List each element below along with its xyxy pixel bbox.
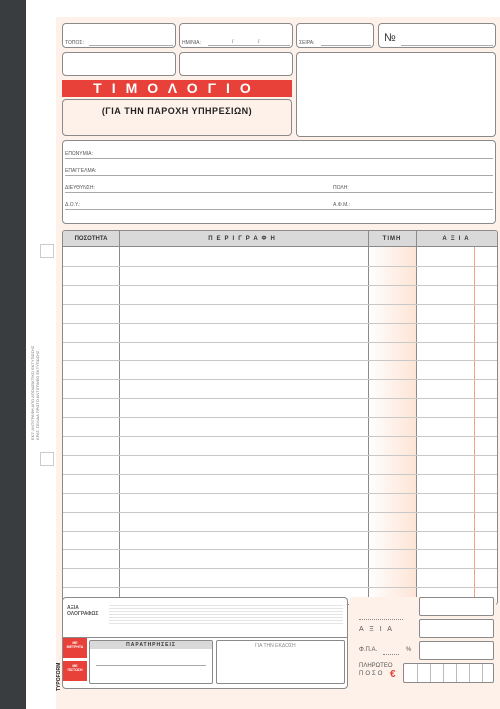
table-row[interactable] <box>63 266 497 267</box>
customer-address-line[interactable] <box>65 192 493 193</box>
amount-words-field[interactable] <box>109 603 343 625</box>
date-label: ΗΜ/ΝΙΑ: <box>182 40 201 46</box>
table-row[interactable] <box>63 568 497 569</box>
date-field[interactable] <box>179 23 293 48</box>
table-row[interactable] <box>63 549 497 550</box>
margin-line-2: ΚΡΑΤ: ΣΕΛΙΔΑ ΠΡΩΤΟ ΑΝΤΙΓΡΑΦΟ ΕΚΤΥΠΩΣΗΣ <box>35 350 40 440</box>
table-row[interactable] <box>63 587 497 588</box>
total-label-2: ΠΟΣΟ <box>359 671 385 677</box>
issuer-box-right[interactable] <box>179 52 293 76</box>
remarks-line <box>96 665 206 666</box>
remarks-header: ΠΑΡΑΤΗΡΗΣΕΙΣ <box>90 641 212 649</box>
margin-line-1: ΕΚΤ: ΑΝΤΙΓΡΑΦΗ ΑΠΟ ΑΠΟΔΕΙΚΤΙΚΟ ΕΚΤΥΠΩΣΗΣ <box>30 345 35 440</box>
customer-details-box <box>62 140 496 224</box>
table-row[interactable] <box>63 398 497 399</box>
customer-name-label: ΕΠΩΝΥΜΙΑ: <box>65 151 93 157</box>
credit-tab-line-1: ΜΕ <box>72 664 78 668</box>
number-label: № <box>384 32 396 44</box>
customer-name-line[interactable] <box>65 158 493 159</box>
table-row[interactable] <box>63 531 497 532</box>
customer-tax-line[interactable] <box>65 209 493 210</box>
column-header-quantity: ΠΟΣΟΤΗΤΑ <box>74 236 108 242</box>
column-header-price: ΤΙΜΗ <box>382 236 402 242</box>
vat-label: Φ.Π.Α. <box>359 647 378 653</box>
margin-print-info <box>30 290 40 440</box>
document-subtitle: (ΓΙΑ ΤΗΝ ΠΑΡΟΧΗ ΥΠΗΡΕΣΙΩΝ) <box>101 106 253 116</box>
table-row[interactable] <box>63 323 497 324</box>
currency-symbol: € <box>390 669 396 680</box>
cash-payment-tab[interactable] <box>63 638 87 658</box>
table-header <box>63 231 497 247</box>
table-row[interactable] <box>63 474 497 475</box>
subtotal-dots <box>359 619 403 620</box>
place-line <box>89 45 173 46</box>
value-box[interactable] <box>419 619 494 638</box>
digit-cell <box>443 664 444 682</box>
series-line <box>321 45 371 46</box>
date-line <box>208 45 290 46</box>
customer-profession-label: ΕΠΑΓΓΕΛΜΑ: <box>65 168 97 174</box>
credit-tab-line-2: ΠΙΣΤΩΣΗ <box>67 668 83 672</box>
total-amount-box[interactable] <box>403 663 494 683</box>
table-row[interactable] <box>63 342 497 343</box>
items-table <box>62 230 498 605</box>
digit-cell <box>430 664 431 682</box>
customer-profession-line[interactable] <box>65 175 493 176</box>
issuer-stamp-box[interactable] <box>296 52 496 137</box>
decimal-rule <box>474 247 475 605</box>
subtotal-box[interactable] <box>419 597 494 616</box>
customer-city-label: ΠΟΛΗ: <box>333 185 349 191</box>
cash-tab-line-2: ΜΕΤΡΗΤΑ <box>66 645 84 649</box>
customer-tax-office-label: Δ.Ο.Υ.: <box>65 202 81 208</box>
punch-hole-top <box>40 244 54 258</box>
vat-dots <box>383 654 399 655</box>
customer-vat-label: Α.Φ.Μ.: <box>333 202 351 208</box>
date-separator-2: / <box>258 39 260 45</box>
digit-cell <box>469 664 470 682</box>
column-header-description: ΠΕΡΙΓΡΑΦΗ <box>208 236 279 242</box>
footer-divider <box>63 637 347 638</box>
issuer-signature-label: ΓΙΑ ΤΗΝ ΕΚΔΟΣΗ <box>255 643 296 649</box>
vat-box[interactable] <box>419 641 494 660</box>
footer-left-box <box>62 597 348 689</box>
document-title: ΤΙΜΟΛΟΓΙΟ <box>62 80 292 97</box>
customer-address-label: ΔΙΕΥΘΥΝΣΗ: <box>65 185 95 191</box>
table-row[interactable] <box>63 304 497 305</box>
digit-cell <box>482 664 483 682</box>
brand-logo: TYPOFORM <box>56 662 62 691</box>
table-row[interactable] <box>63 360 497 361</box>
number-field[interactable] <box>378 23 496 48</box>
series-label: ΣΕΙΡΑ: <box>299 40 315 46</box>
table-row[interactable] <box>63 285 497 286</box>
place-field[interactable] <box>62 23 176 48</box>
value-label: Α Ξ Ι Α <box>359 626 394 633</box>
issuer-signature-box[interactable] <box>216 640 345 684</box>
vat-percent: % <box>406 647 412 653</box>
price-column-shade <box>368 247 416 605</box>
column-header-value: ΑΞΙΑ <box>442 236 473 242</box>
punch-hole-bottom <box>40 452 54 466</box>
number-line <box>401 45 493 46</box>
cash-tab-line-1: ΜΕ <box>72 641 78 645</box>
amount-words-label-1: ΑΞΙΑ <box>67 605 79 611</box>
table-row[interactable] <box>63 512 497 513</box>
credit-payment-tab[interactable] <box>63 661 87 681</box>
totals-area <box>349 597 496 689</box>
date-separator-1: / <box>232 39 234 45</box>
binding-spine <box>0 0 26 709</box>
total-label-1: ΠΛΗΡΩΤΕΟ <box>359 663 393 669</box>
issuer-box-left[interactable] <box>62 52 176 76</box>
invoice-sheet <box>56 17 500 709</box>
table-row[interactable] <box>63 493 497 494</box>
digit-cell <box>456 664 457 682</box>
table-row[interactable] <box>63 455 497 456</box>
table-row[interactable] <box>63 379 497 380</box>
place-label: ΤΟΠΟΣ: <box>65 40 84 46</box>
table-row[interactable] <box>63 436 497 437</box>
table-row[interactable] <box>63 417 497 418</box>
series-field[interactable] <box>296 23 374 48</box>
remarks-box[interactable] <box>89 640 213 684</box>
amount-words-label-2: ΟΛΟΓΡΑΦΩΣ <box>67 611 99 617</box>
digit-cell <box>417 664 418 682</box>
